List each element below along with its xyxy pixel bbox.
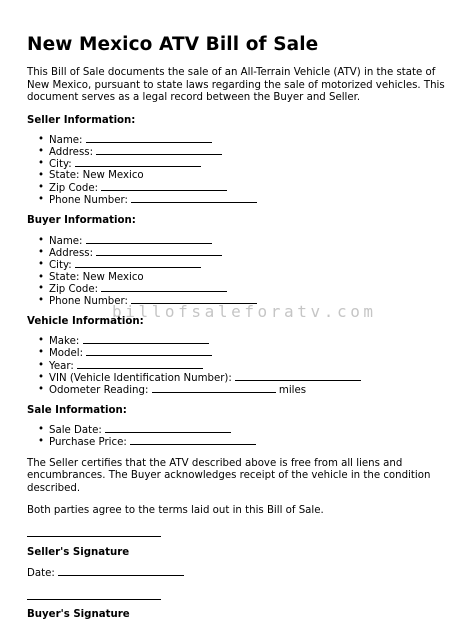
sale-price-field[interactable] (130, 436, 256, 445)
vehicle-year-label: Year: (49, 360, 74, 372)
buyer-city-label: City: (49, 260, 72, 272)
buyer-list (27, 235, 457, 307)
seller-signature-line[interactable] (27, 536, 161, 537)
sale-price-item (27, 436, 457, 448)
buyer-signature-line[interactable] (27, 599, 161, 600)
seller-phone-item (27, 194, 457, 206)
vehicle-make-field[interactable] (83, 335, 209, 344)
sale-date-label: Sale Date: (49, 425, 102, 437)
buyer-name-field[interactable] (86, 235, 212, 244)
seller-address-field[interactable] (96, 146, 222, 155)
buyer-city-item (27, 259, 457, 271)
buyer-address-item (27, 247, 457, 259)
vehicle-year-item (27, 360, 457, 372)
date-label: Date: (27, 568, 55, 580)
seller-name-item (27, 134, 457, 146)
date-row (27, 567, 457, 581)
sale-date-item (27, 424, 457, 436)
seller-address-item (27, 146, 457, 158)
seller-city-item (27, 158, 457, 170)
vehicle-make-item (27, 335, 457, 347)
seller-state-item: • State: New Mexico (27, 170, 457, 181)
buyer-signature-label: Buyer's Signature (27, 608, 130, 620)
buyer-address-field[interactable] (96, 247, 222, 256)
agreement-paragraph: Both parties agree to the terms laid out in this Bill of Sale. (27, 505, 324, 517)
vehicle-make-label: Make: (49, 336, 80, 348)
vehicle-list (27, 335, 457, 396)
seller-address-label: Address: (49, 146, 94, 158)
vehicle-model-label: Model: (49, 348, 84, 360)
seller-city-label: City: (49, 159, 72, 171)
watermark: billofsaleforatv.com (112, 302, 377, 321)
vehicle-vin-label: VIN (Vehicle Identification Number): (49, 372, 232, 384)
buyer-zip-item (27, 283, 457, 295)
vehicle-year-field[interactable] (77, 360, 203, 369)
vehicle-heading: Vehicle Information: (27, 316, 144, 328)
certification-paragraph: The Seller certifies that the ATV described above is free from all liens and encumbrances. The Buyer acknowledges receipt of the vehicle in the condition described. (27, 457, 431, 494)
buyer-phone-label: Phone Number: (49, 296, 128, 308)
buyer-name-item (27, 235, 457, 247)
buyer-heading: Buyer Information: (27, 215, 136, 226)
seller-list (27, 134, 457, 206)
seller-heading: Seller Information: (27, 114, 136, 126)
odometer-unit: miles (278, 385, 307, 397)
document-title: New Mexico ATV Bill of Sale (27, 34, 319, 55)
seller-name-field[interactable] (86, 134, 212, 143)
document-page (27, 34, 457, 621)
seller-city-field[interactable] (75, 158, 201, 167)
seller-name-label: Name: (49, 134, 83, 146)
seller-phone-label: Phone Number: (49, 194, 128, 206)
seller-phone-field[interactable] (131, 194, 257, 203)
buyer-city-field[interactable] (75, 259, 201, 268)
vehicle-odometer-field[interactable] (152, 384, 276, 393)
seller-signature-label: Seller's Signature (27, 547, 130, 559)
buyer-address-label: Address: (49, 248, 94, 260)
vehicle-model-field[interactable] (86, 347, 212, 356)
date-field[interactable] (58, 567, 184, 576)
sale-list (27, 424, 457, 448)
buyer-state-item: • State: New Mexico (27, 272, 457, 283)
buyer-zip-label: Zip Code: (49, 283, 99, 295)
vehicle-odometer-label: Odometer Reading: (49, 385, 149, 397)
intro-paragraph: This Bill of Sale documents the sale of an All-Terrain Vehicle (ATV) in the state of New Mexico, pursuant to state laws regarding the sale of motorized vehicles. This document serves as a legal record between the Buyer and Seller. (27, 67, 445, 104)
seller-zip-label: Zip Code: (49, 182, 99, 194)
buyer-name-label: Name: (49, 236, 83, 247)
seller-zip-item (27, 182, 457, 194)
seller-zip-field[interactable] (101, 182, 227, 191)
sale-heading: Sale Information: (27, 405, 127, 417)
vehicle-vin-item (27, 372, 457, 384)
vehicle-model-item (27, 347, 457, 359)
sale-price-label: Purchase Price: (49, 437, 127, 449)
sale-date-field[interactable] (105, 424, 231, 433)
vehicle-odometer-item (27, 384, 457, 396)
buyer-zip-field[interactable] (101, 283, 227, 292)
vehicle-vin-field[interactable] (235, 372, 361, 381)
